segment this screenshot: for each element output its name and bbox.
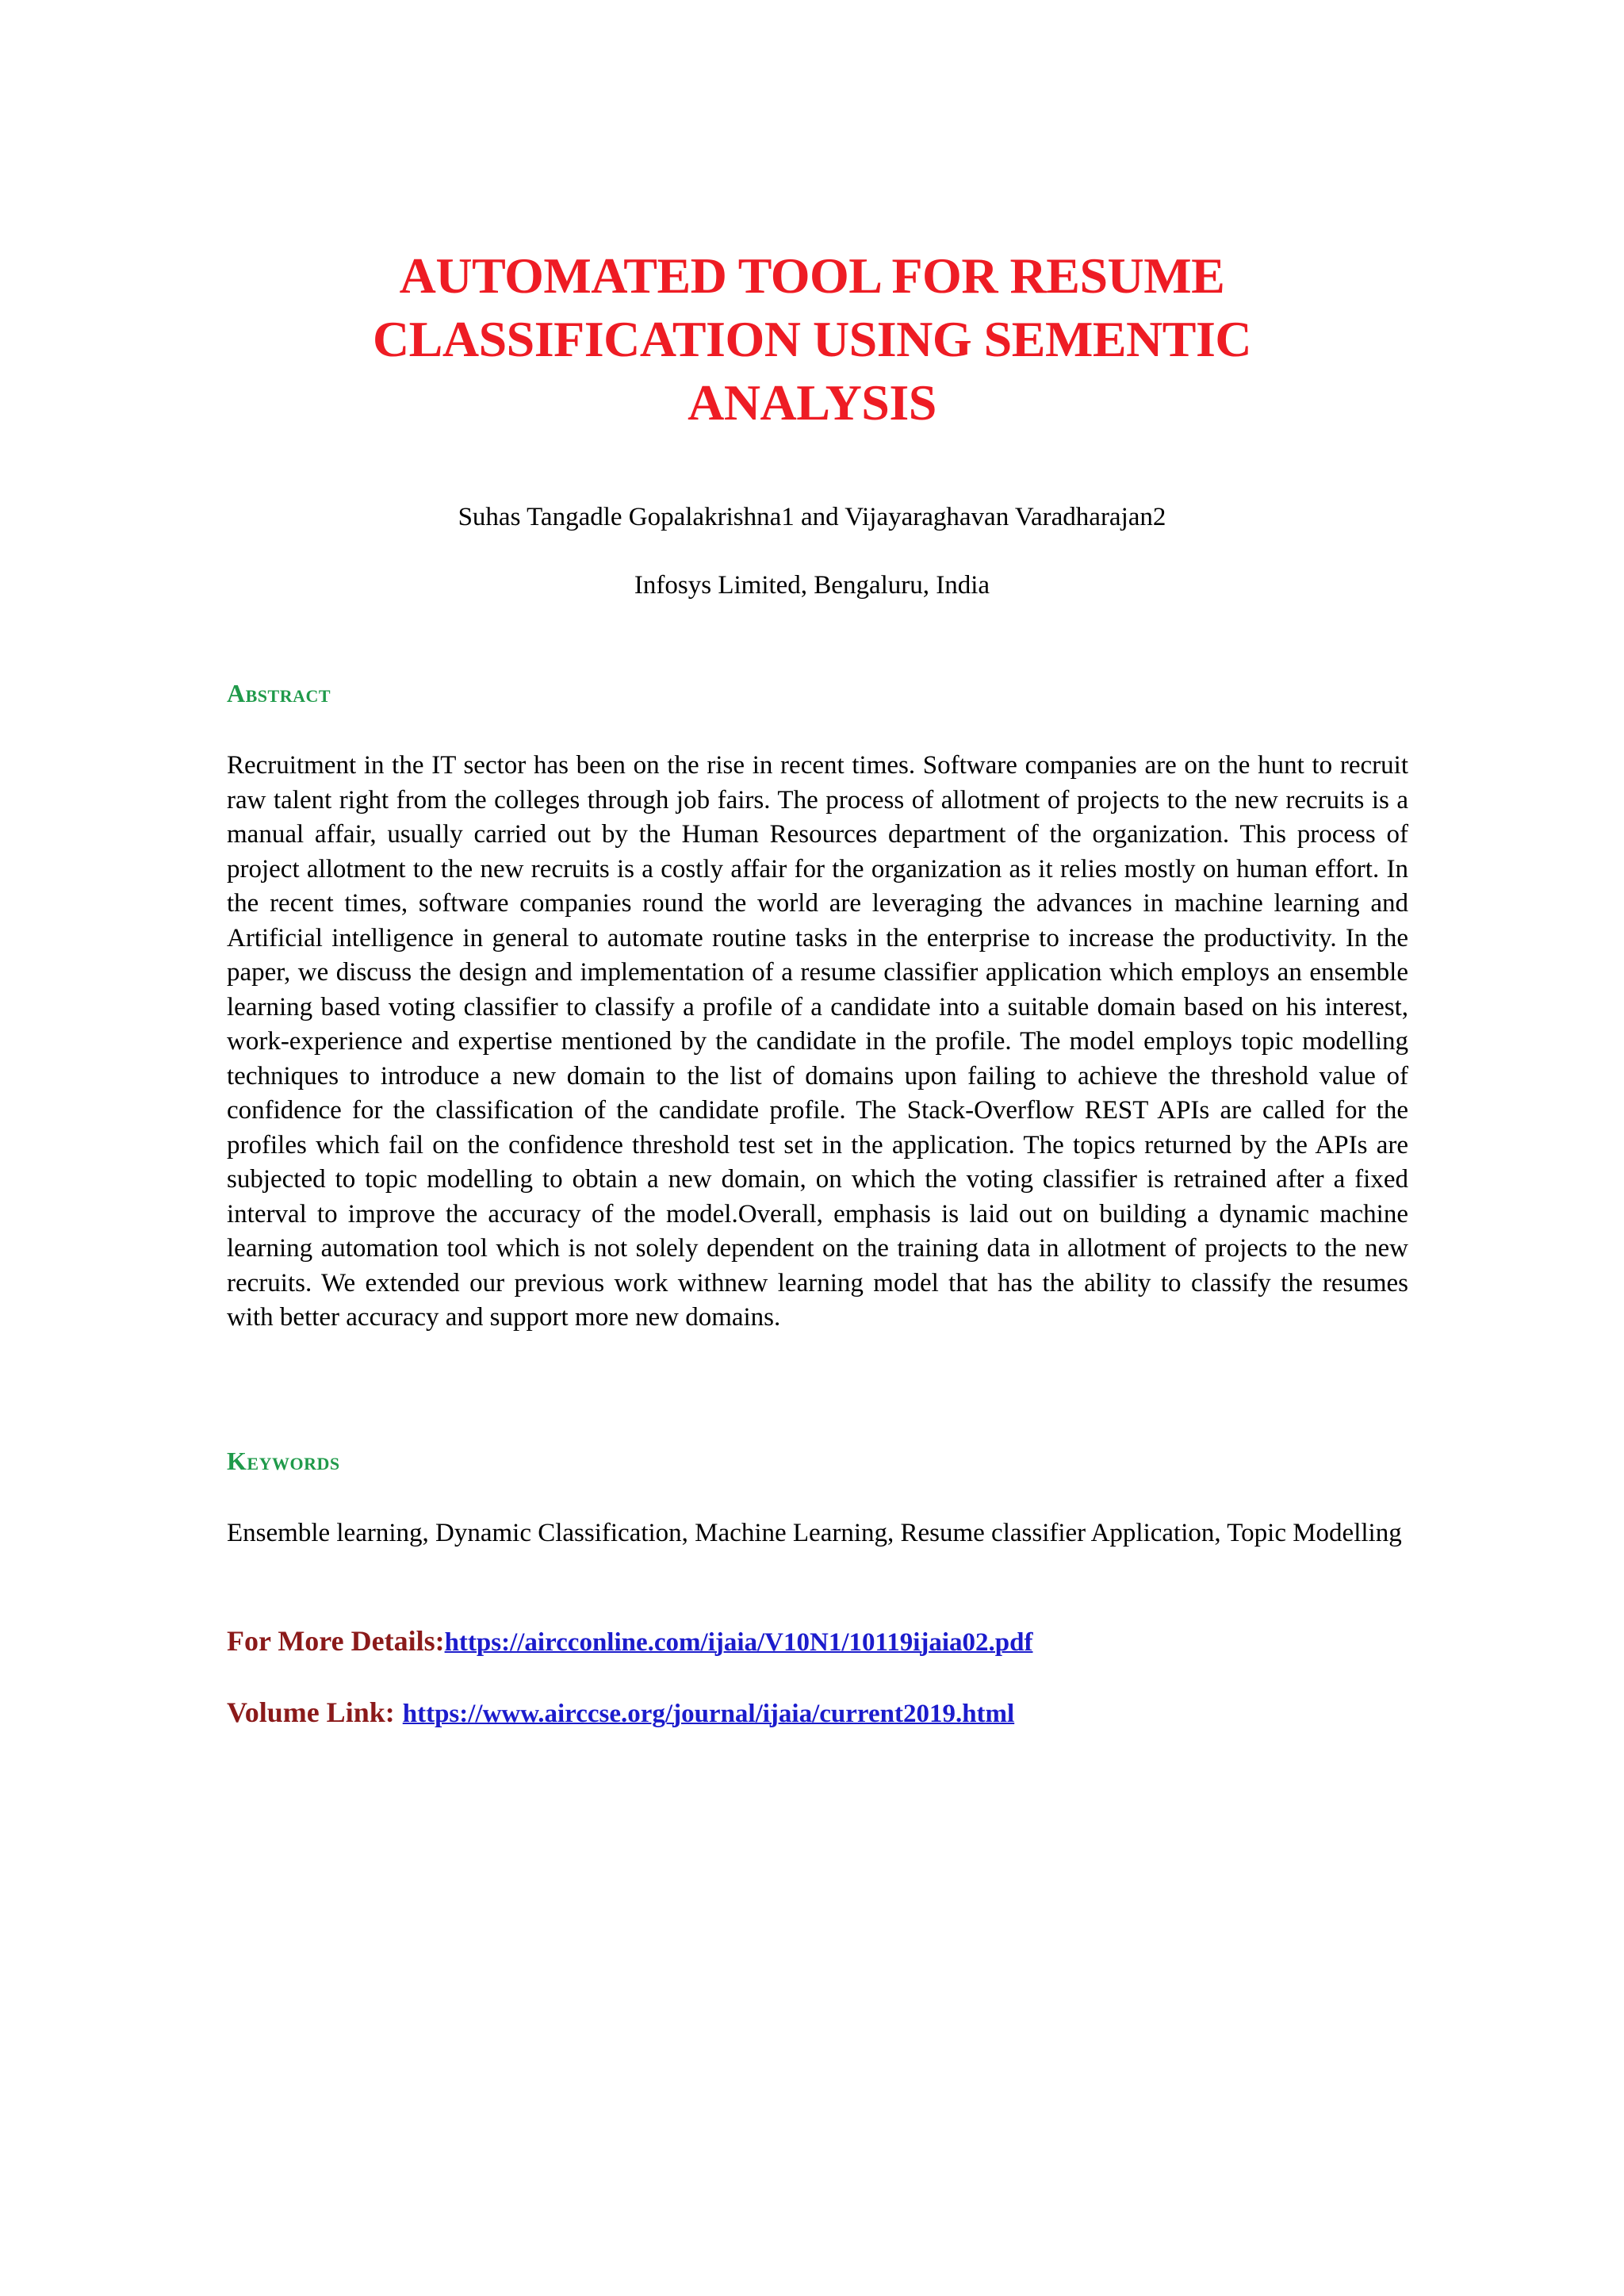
details-link[interactable]: https://aircconline.com/ijaia/V10N1/10119ijaia02.pdf [444,1628,1033,1657]
paper-title [226,244,1398,435]
affiliation: Infosys Limited, Bengaluru, India [634,571,990,600]
keywords-heading: Keywords [227,1447,340,1475]
details-label: For More Details: [227,1625,445,1657]
abstract-heading: Abstract [227,679,331,707]
volume-link[interactable]: https://www.airccse.org/journal/ijaia/current2019.html [402,1700,1015,1728]
title-line-1: AUTOMATED TOOL FOR RESUME [399,247,1225,304]
volume-line [227,1694,1014,1732]
title-line-2: CLASSIFICATION USING SEMENTIC [372,311,1252,367]
authors: Suhas Tangadle Gopalakrishna1 and Vijayaraghavan Varadharajan2 [458,503,1166,531]
keywords-text: Ensemble learning, Dynamic Classification, Machine Learning, Resume classifier Application, Topic Modelling [227,1519,1402,1547]
volume-label: Volume Link: [227,1696,395,1728]
title-line-3: ANALYSIS [688,374,936,431]
details-line [227,1623,1032,1661]
abstract-text: Recruitment in the IT sector has been on the rise in recent times. Software companies are on the hunt to recruit raw talent right from the colleges through job fairs. The process of allotment of projects to the new recruits is a manual affair, usually carried out by the Human Resources department of the organization. This process of project allotment to the new recruits is a costly affair for the organization as it relies mostly on human effort. In the recent times, software companies round the world are leveraging the advances in machine learning and Artificial intelligence in general to automate routine tasks in the enterprise to increase the productivity. In the paper, we discuss the design and implementation of a resume classifier application which employs an ensemble learning based voting classifier to classify a profile of a candidate into a suitable domain based on his interest, work-experience and expertise mentioned by the candidate in the profile. The model employs topic modelling techniques to introduce a new domain to the list of domains upon failing to achieve the threshold value of confidence for the classification of the candidate profile. The Stack-Overflow REST APIs are called for the profiles which fail on the confidence threshold test set in the application. The topics returned by the APIs are subjected to topic modelling to obtain a new domain, on which the voting classifier is retrained after a fixed interval to improve the accuracy of the model.Overall, emphasis is laid out on building a dynamic machine learning automation tool which is not solely dependent on the training data in allotment of projects to the new recruits. We extended our previous work withnew learning model that has the ability to classify the resumes with better accuracy and support more new domains. [227,751,1408,1332]
